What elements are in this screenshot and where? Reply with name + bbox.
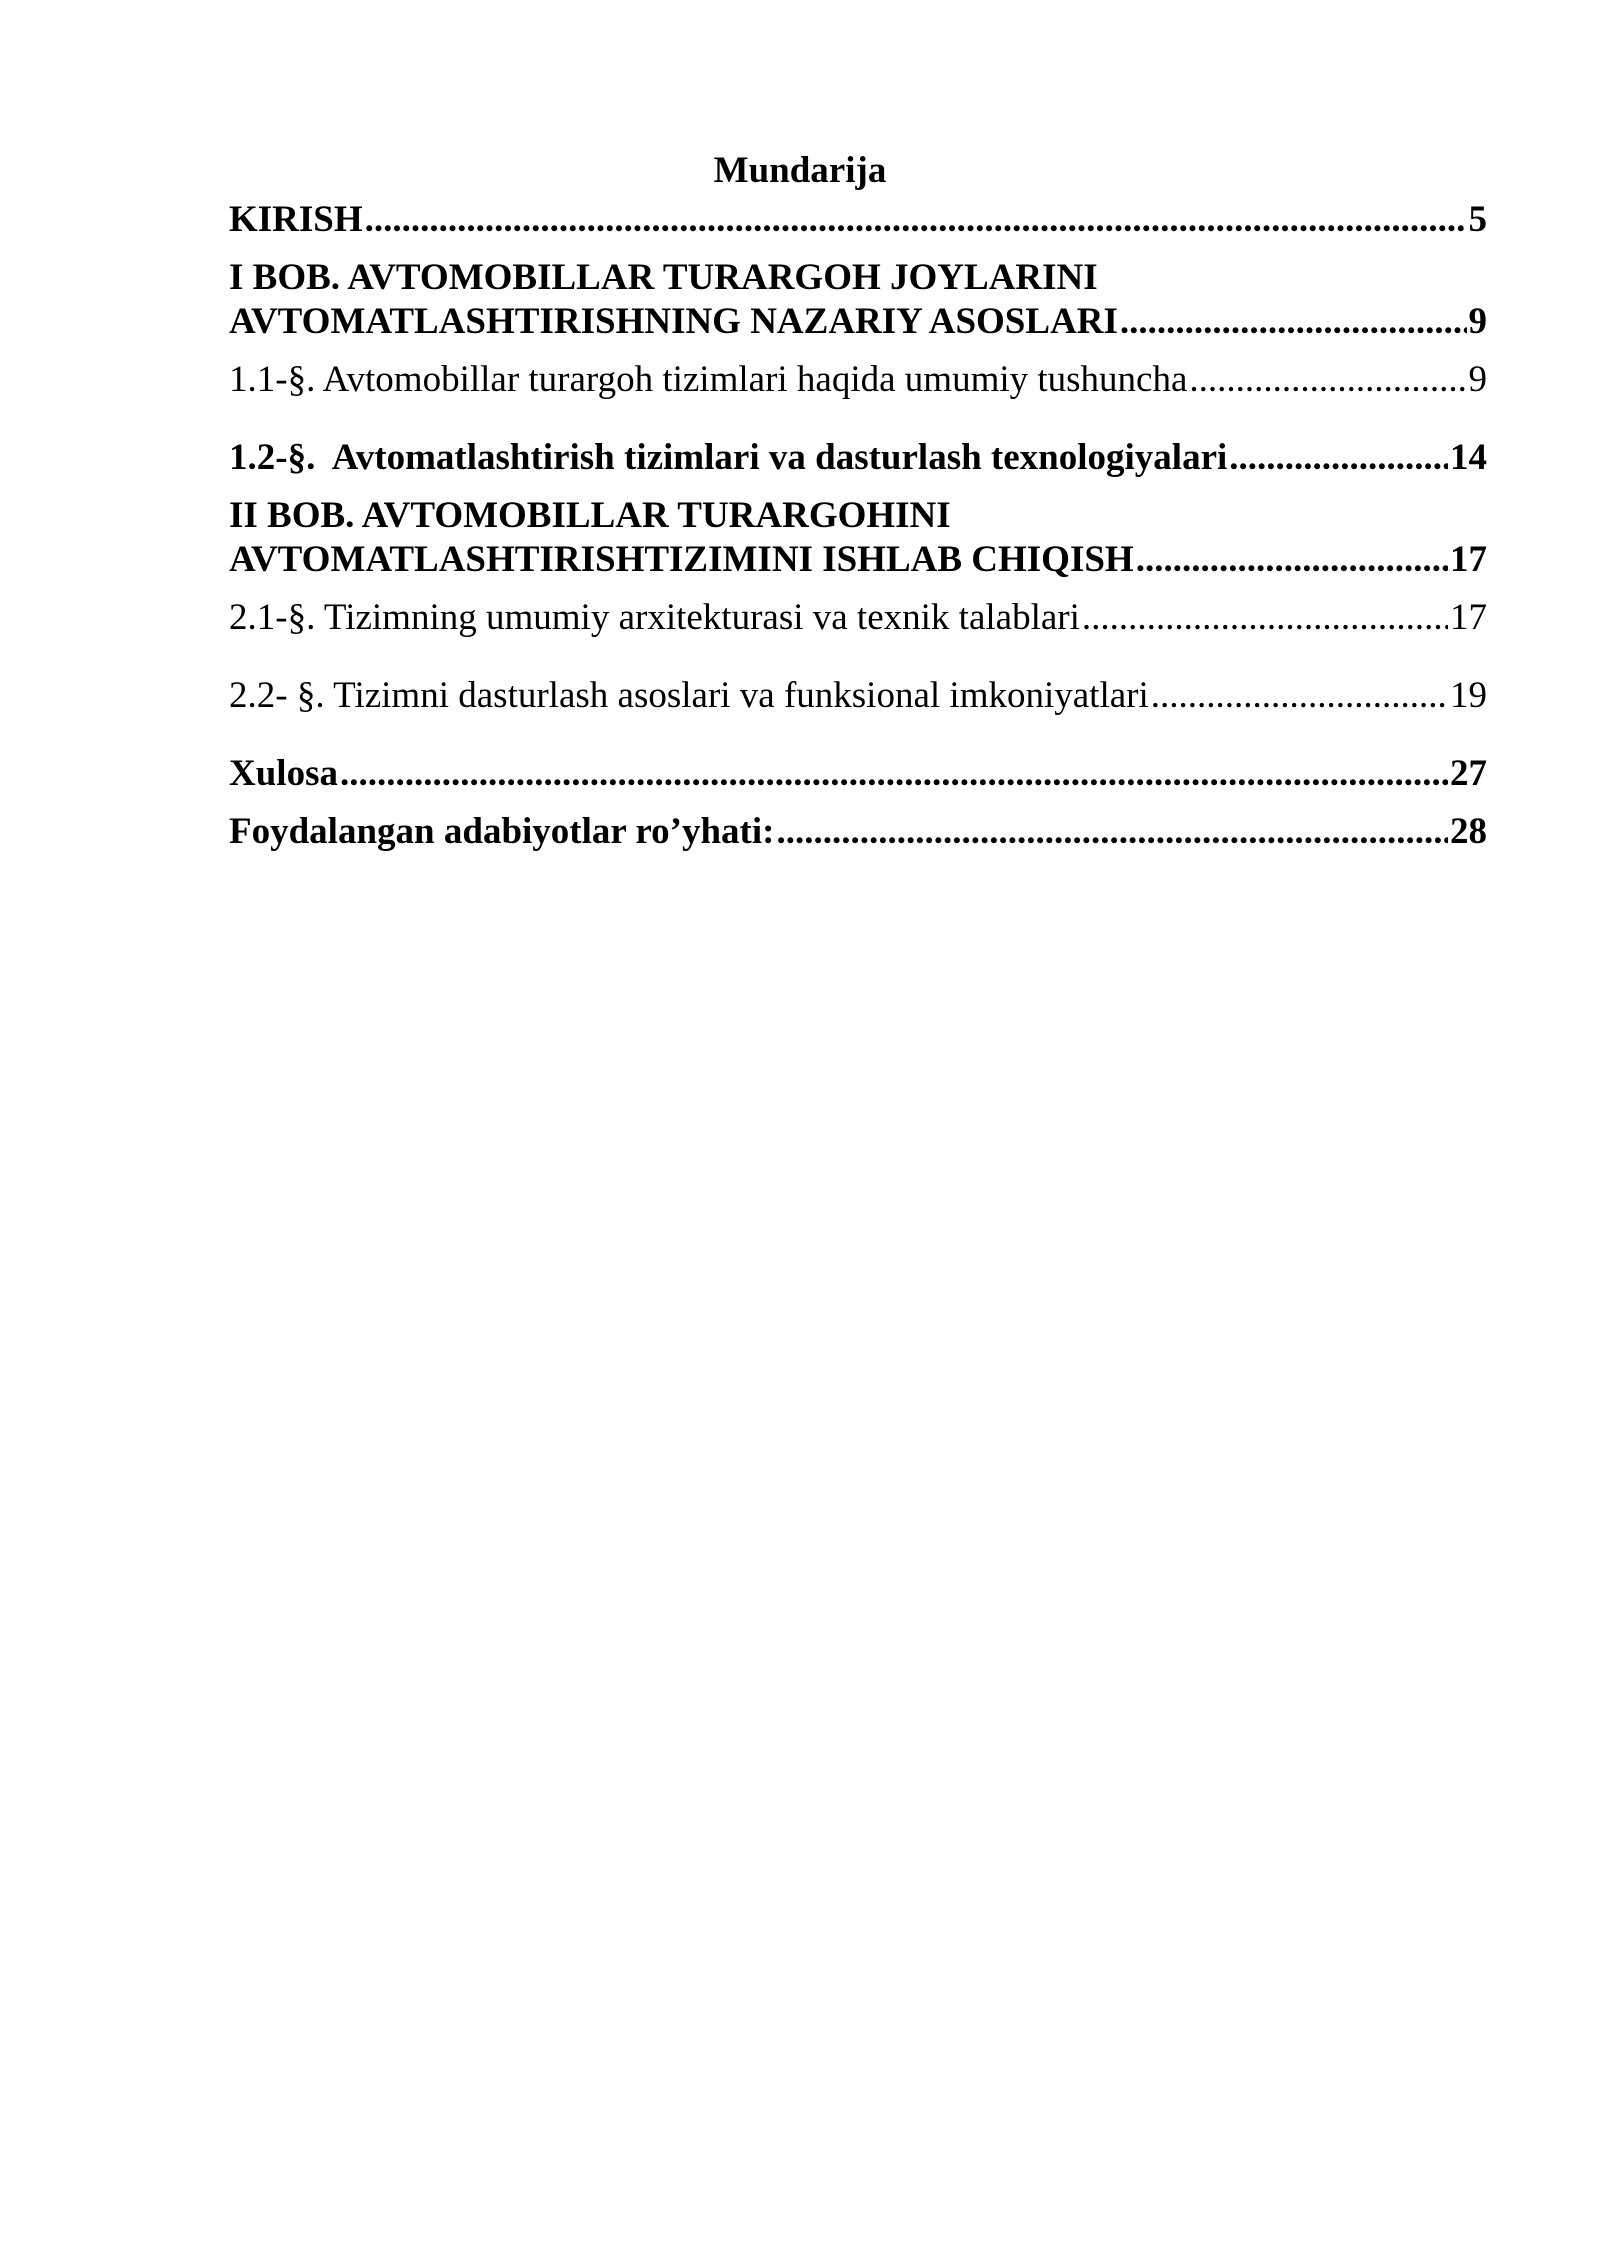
- toc-entry-label-line-1: II BOB. AVTOMOBILLAR TURARGOHINI: [229, 495, 951, 536]
- toc-entry-label-line-1: I BOB. AVTOMOBILLAR TURARGOH JOYLARINI: [229, 257, 1098, 298]
- toc-entry-references[interactable]: [229, 810, 1487, 854]
- toc-entry-page: 17: [1450, 539, 1487, 580]
- toc-entry-label: AVTOMATLASHTIRISHTIZIMINI ISHLAB CHIQISH: [229, 539, 1134, 580]
- toc-entry-page: 28: [1450, 811, 1487, 852]
- dot-leader: [340, 752, 1448, 796]
- dot-leader: [1151, 674, 1448, 718]
- dot-leader: [1136, 538, 1448, 582]
- toc-entry-chapter-2[interactable]: [229, 494, 1487, 582]
- toc-entry-section-2-2[interactable]: [229, 674, 1487, 718]
- toc-entry-conclusion[interactable]: [229, 752, 1487, 796]
- toc-entry-section-1-2[interactable]: [229, 436, 1487, 480]
- toc-entry-label: AVTOMATLASHTIRISHNING NAZARIY ASOSLARI: [229, 301, 1118, 342]
- table-of-contents: [229, 198, 1487, 854]
- toc-title: Mundarija: [713, 150, 887, 191]
- toc-entry-page: 9: [1468, 301, 1487, 342]
- toc-entry-label: 2.1-§. Tizimning umumiy arxitekturasi va texnik talablari: [229, 597, 1080, 638]
- toc-entry-label: Foydalangan adabiyotlar ro’yhati:: [229, 811, 775, 852]
- toc-entry-label: KIRISH: [229, 199, 363, 240]
- toc-entry-page: 5: [1468, 199, 1487, 240]
- dot-leader: [365, 198, 1467, 242]
- toc-entry-page: 14: [1450, 437, 1487, 478]
- toc-entry-page: 17: [1450, 597, 1487, 638]
- toc-entry-label: 1.1-§. Avtomobillar turargoh tizimlari haqida umumiy tushuncha: [229, 359, 1188, 400]
- toc-entry-section-1-1[interactable]: [229, 358, 1487, 402]
- toc-entry-chapter-1[interactable]: [229, 256, 1487, 344]
- toc-entry-label: 2.2- §. Tizimni dasturlash asoslari va funksional imkoniyatlari: [229, 675, 1149, 716]
- toc-entry-page: 27: [1450, 753, 1487, 794]
- toc-entry-kirish[interactable]: [229, 198, 1487, 242]
- dot-leader: [776, 810, 1448, 854]
- toc-entry-section-2-1[interactable]: [229, 596, 1487, 640]
- toc-entry-label: Xulosa: [229, 753, 338, 794]
- toc-entry-page: 19: [1450, 675, 1487, 716]
- dot-leader: [1120, 300, 1467, 344]
- dot-leader: [1229, 436, 1448, 480]
- toc-entry-label: 1.2-§. Avtomatlashtirish tizimlari va dasturlash texnologiyalari: [229, 437, 1228, 478]
- dot-leader: [1189, 358, 1466, 402]
- toc-entry-page: 9: [1468, 359, 1487, 400]
- dot-leader: [1082, 596, 1448, 640]
